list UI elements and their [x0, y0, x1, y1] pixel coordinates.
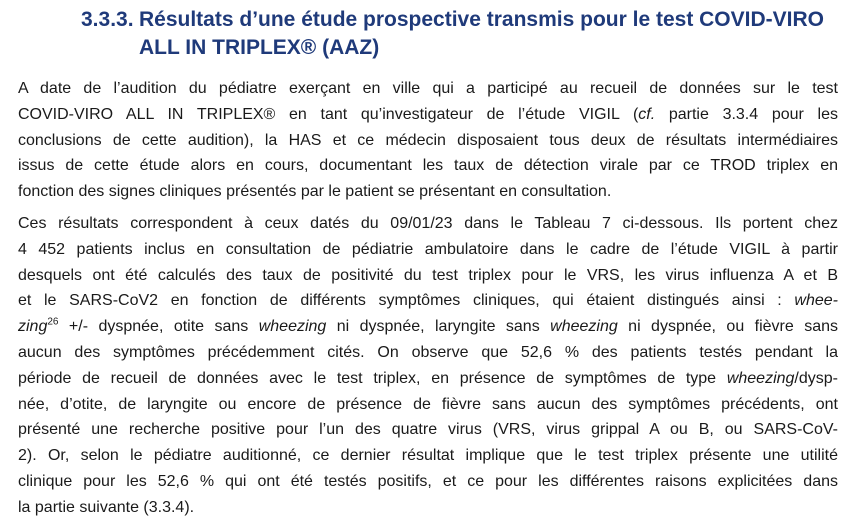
text-line: la partie suivante (3.3.4).	[18, 498, 195, 516]
text-line: fonction des signes cliniques présentés par le patient se présentant en consultation.	[18, 183, 612, 201]
paragraph-results	[18, 211, 838, 521]
italic-wheezing: wheezing	[550, 318, 618, 336]
text-line: issus de cette étude alors en cours, documentant les taux de détection virale par ce TROD triplex en	[18, 157, 838, 175]
text-line: 4 452 patients inclus en consultation de pédiatrie ambulatoire dans le cadre de l’étude VIGIL à partir	[18, 240, 838, 258]
italic-wheezing: whee-	[794, 292, 838, 310]
section-heading	[81, 6, 851, 62]
text-line: née, d’otite, de laryngite ou encore de présence de fièvre sans aucun des symptômes précédents, ont	[18, 395, 838, 413]
text-line: présenté une recherche positive pour l’un des quatre virus (VRS, virus grippal A ou B, ou SARS-CoV-	[18, 421, 838, 439]
text-run: /dysp-	[794, 369, 838, 387]
text-line	[18, 102, 838, 128]
text-line: clinique pour les 52,6 % qui ont été testés positifs, et ce pour les différentes raisons explicitées dans	[18, 472, 838, 490]
italic-cf: cf.	[638, 105, 656, 123]
text-run: ni dyspnée, ou fièvre sans	[617, 318, 838, 336]
text-line	[18, 366, 838, 392]
paragraph-audition	[18, 76, 838, 205]
text-run: et le SARS-CoV2 en fonction de différents symptômes cliniques, qui étaient distingués ainsi :	[18, 292, 795, 310]
text-run: COVID-VIRO ALL IN TRIPLEX® en tant qu’investigateur de l’étude VIGIL (	[18, 105, 639, 123]
text-line	[18, 288, 838, 314]
text-line: conclusions de cette audition), la HAS et ce médecin disposaient tous deux de résultats intermédiaires	[18, 131, 838, 149]
text-line: 2). Or, selon le pédiatre auditionné, ce dernier résultat implique que le test triplex présente une utilité	[18, 447, 838, 465]
text-line: desquels ont été calculés des taux de positivité du test triplex pour le VRS, les virus influenza A et B	[18, 266, 838, 284]
text-run: période de recueil de données avec le test triplex, en présence de symptômes de type	[18, 369, 727, 387]
text-run: ni dyspnée, laryngite sans	[326, 318, 551, 336]
italic-wheezing: zing	[18, 318, 48, 336]
text-line: aucun des symptômes précédemment cités. On observe que 52,6 % des patients testés pendant la	[18, 343, 838, 361]
text-run: partie 3.3.4 pour les	[655, 105, 838, 123]
text-run: +/- dyspnée, otite sans	[58, 318, 259, 336]
section-title-line1: Résultats d’une étude prospective transmis pour le test COVID-VIRO	[139, 8, 824, 31]
footnote-ref[interactable]: 26	[47, 316, 59, 328]
section-title-line2: ALL IN TRIPLEX® (AAZ)	[139, 36, 380, 59]
text-line	[18, 314, 838, 340]
italic-wheezing: wheezing	[726, 369, 795, 387]
text-line: A date de l’audition du pédiatre exerçant en ville qui a participé au recueil de données sur le test	[18, 80, 838, 97]
section-number: 3.3.3.	[81, 8, 134, 31]
italic-wheezing: wheezing	[258, 318, 327, 336]
text-line: Ces résultats correspondent à ceux datés du 09/01/23 dans le Tableau 7 ci-dessous. Ils portent chez	[18, 215, 838, 232]
